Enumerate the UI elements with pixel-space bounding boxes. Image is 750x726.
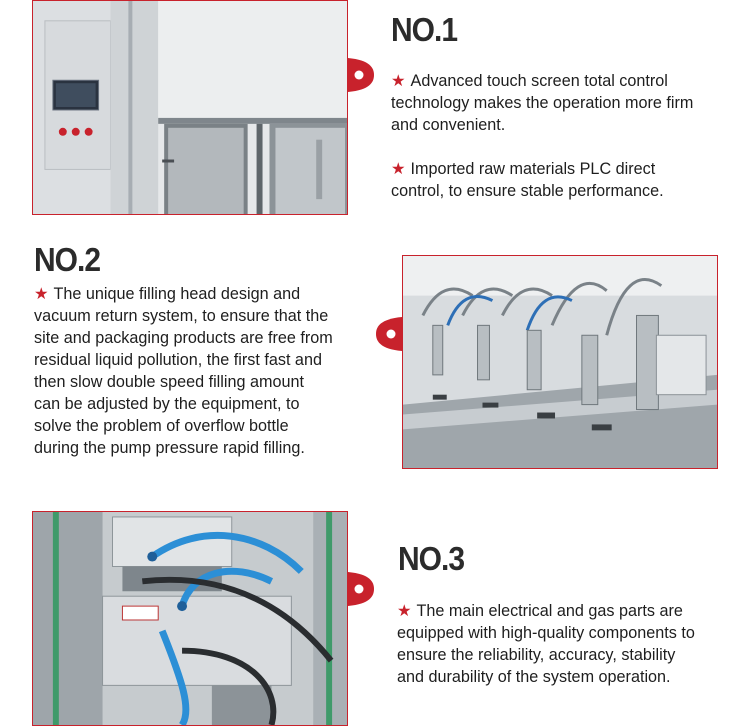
- section-2-pointer: [376, 317, 402, 351]
- star-icon: ★: [397, 602, 412, 620]
- section-2-paragraph-1: ★ The unique filling head design and vacuum return system, to ensure that the site and packaging products are free from residual liquid pollution, the first fast and then slow double speed filling amount can be adjusted by the equipment, to solve the problem of overflow bottle during the pump pressure rapid filling.: [34, 285, 333, 457]
- section-3-pointer: [348, 572, 374, 606]
- section-1-pointer: [348, 58, 374, 92]
- photo-pneumatic-parts: [32, 511, 348, 726]
- star-icon: ★: [391, 160, 406, 178]
- star-icon: ★: [391, 72, 406, 90]
- section-1-paragraph-1: ★ Advanced touch screen total control technology makes the operation more firm and convenient.: [391, 72, 694, 134]
- section-3-heading: NO.3: [398, 540, 465, 578]
- section-1-paragraph-2: ★ Imported raw materials PLC direct control, to ensure stable performance.: [391, 160, 664, 200]
- section-2-heading: NO.2: [34, 241, 101, 279]
- section-3-paragraph-1: ★ The main electrical and gas parts are equipped with high-quality components to ensure the reliability, accuracy, stability and durability of the system operation.: [397, 602, 695, 686]
- photo-filling-heads: [402, 255, 718, 469]
- star-icon: ★: [34, 285, 49, 303]
- photo-control-panel: [32, 0, 348, 215]
- section-1-heading: NO.1: [391, 11, 458, 49]
